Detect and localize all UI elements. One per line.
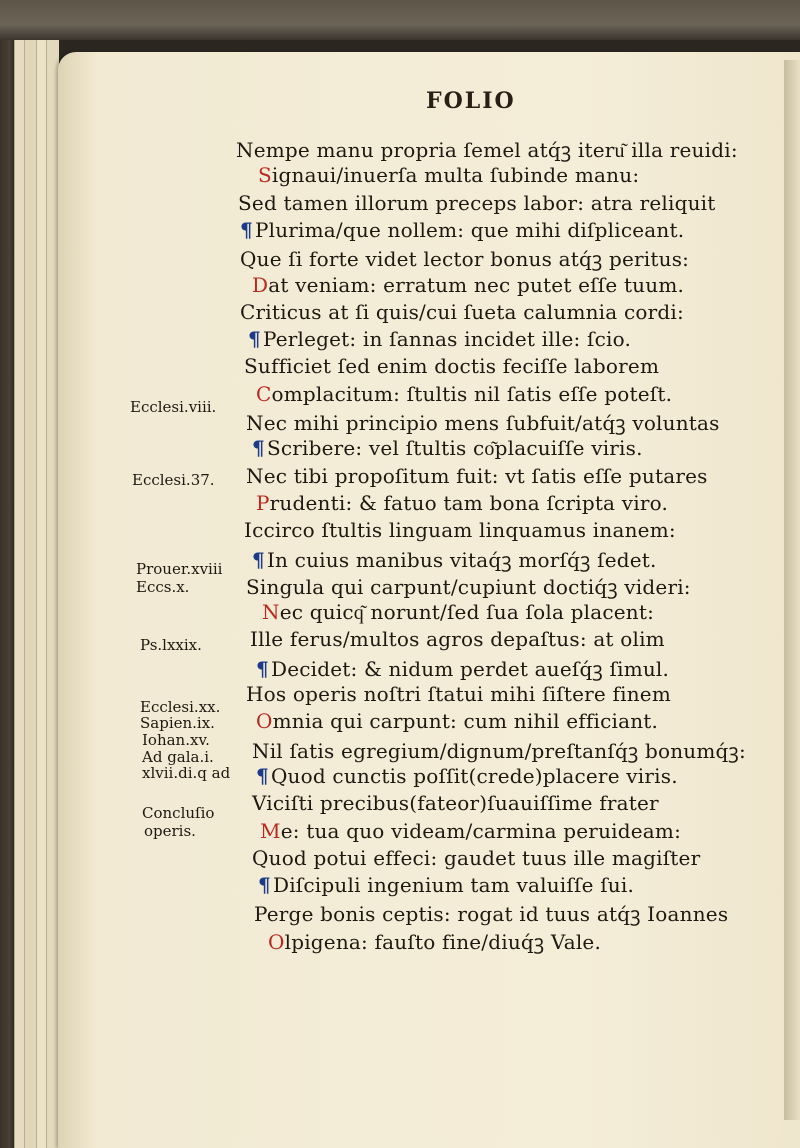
- margin-note: xlvii.di.q ad: [142, 764, 231, 782]
- verse-line: [256, 491, 668, 515]
- initial-letter: M: [260, 818, 281, 843]
- pilcrow-mark: ¶: [252, 547, 265, 572]
- initial-letter: D: [272, 873, 290, 898]
- pilcrow-mark: ¶: [252, 436, 265, 461]
- verse-line: [240, 245, 689, 272]
- initial-letter: S: [238, 190, 252, 215]
- verse-text: ec mihi principio mens ſubfuit/atq́ꝫ voluntas: [263, 411, 720, 435]
- margin-note: Prouer.xviii: [136, 560, 223, 578]
- verse-line: [252, 846, 700, 870]
- margin-note: Ps.lxxix.: [140, 636, 202, 654]
- pilcrow-mark: ¶: [258, 873, 271, 898]
- margin-note: Concluſio: [142, 804, 215, 822]
- initial-letter: N: [262, 600, 280, 625]
- verse-line: [248, 327, 631, 351]
- margin-note: operis.: [144, 822, 196, 840]
- initial-letter: I: [244, 518, 253, 543]
- verse-text: os operis noſtri ſtatui mihi ſiſtere finem: [263, 682, 671, 706]
- verse-text: e: tua quo videam/carmina peruideam:: [280, 818, 682, 843]
- verse-text: iciſti precibus(fateor)ſuauiſſime frater: [266, 791, 659, 816]
- verse-line: [244, 354, 659, 378]
- verse-text: ue ſi forte videt lector bonus atq́ꝫ peritus:: [256, 247, 690, 272]
- book-cover-top: [0, 0, 800, 40]
- initial-letter: S: [266, 436, 281, 461]
- verse-text: lurima/que nollem: que mihi diſpliceant.: [268, 217, 685, 242]
- initial-letter: D: [270, 656, 288, 681]
- verse-line: [252, 436, 643, 461]
- verse-line: [240, 300, 684, 324]
- verse-text: uod cunctis poſſit(crede)placere viris.: [287, 763, 678, 788]
- verse-line: [252, 791, 659, 815]
- pilcrow-mark: ¶: [256, 763, 269, 788]
- verse-text: ufficiet ſed enim doctis feciſſe laborem: [257, 354, 660, 379]
- initial-letter: O: [256, 709, 273, 734]
- margin-note: Sapien.ix.: [140, 714, 215, 732]
- verse-line: [252, 737, 746, 764]
- verse-text: ed tamen illorum preceps labor: atra reliquit: [251, 190, 716, 215]
- pilcrow-mark: ¶: [256, 656, 269, 681]
- initial-letter: N: [246, 463, 264, 488]
- verse-text: lle ferus/multos agros depaſtus: at olim: [258, 627, 665, 652]
- initial-letter: S: [244, 354, 258, 379]
- verse-line: [246, 464, 708, 488]
- verse-line: [236, 136, 738, 163]
- verse-text: uod potui effeci: gaudet tuus ille magiſter: [268, 845, 701, 870]
- initial-letter: C: [240, 299, 256, 324]
- verse-line: [246, 682, 671, 706]
- initial-letter: S: [258, 163, 272, 188]
- verse-text: ccirco ſtultis linguam linquamus inanem:: [252, 518, 676, 543]
- verse-text: cribere: vel ſtultis co͂placuiſſe viris.: [280, 436, 643, 461]
- margin-note: Eccs.x.: [136, 578, 190, 596]
- verse-line: [250, 627, 665, 651]
- initial-letter: V: [252, 791, 267, 816]
- verse-text: erleget: in ſannas incidet ille: ſcio.: [275, 327, 632, 352]
- verse-line: [258, 163, 639, 187]
- initial-letter: I: [266, 547, 276, 572]
- verse-line: [256, 382, 672, 406]
- pilcrow-mark: ¶: [240, 217, 253, 242]
- verse-line: [238, 191, 716, 215]
- initial-letter: Q: [270, 763, 288, 788]
- verse-line: [252, 546, 657, 573]
- next-page-edge: [784, 60, 800, 1120]
- initial-letter: P: [256, 490, 270, 515]
- initial-letter: N: [252, 738, 270, 763]
- verse-line: [252, 273, 684, 297]
- verse-text: rudenti: & fatuo tam bona ſcripta viro.: [269, 490, 669, 515]
- verse-line: [256, 709, 658, 733]
- verse-text: iſcipuli ingenium tam valuiſſe ſui.: [289, 873, 635, 898]
- initial-letter: N: [236, 138, 254, 162]
- verse-text: empe manu propria ſemel atq́ꝫ iteru͂ illa reuidi:: [253, 138, 738, 162]
- pilcrow-mark: ¶: [248, 327, 261, 352]
- verse-text: lpigena: fauſto fine/diuq́ꝫ Vale.: [284, 929, 602, 954]
- margin-note: Iohan.xv.: [142, 731, 210, 749]
- verse-line: [258, 873, 634, 897]
- margin-note: Ecclesi.viii.: [130, 398, 217, 416]
- verse-text: il ſatis egregium/dignum/preſtanſq́ꝫ bonumq́ꝫ:: [269, 738, 746, 763]
- verse-line: [244, 518, 676, 542]
- verse-line: [268, 928, 601, 955]
- verse-text: ec tibi propoſitum fuit: vt ſatis eſſe putares: [263, 463, 708, 488]
- verse-line: [256, 655, 669, 682]
- initial-letter: O: [268, 929, 285, 954]
- margin-note: Ad gala.i.: [142, 748, 214, 766]
- verse-text: n cuius manibus vitaq́ꝫ morſq́ꝫ ſedet.: [275, 547, 657, 572]
- initial-letter: P: [262, 327, 276, 352]
- verse-text: omplacitum: ſtultis nil ſatis eſſe poteſt.: [271, 381, 673, 406]
- verse-text: ec quicq͂ norunt/ſed ſua ſola placent:: [279, 600, 655, 625]
- verse-text: ignaui/inuerſa multa ſubinde manu:: [271, 163, 640, 188]
- folio-header: FOLIO: [426, 88, 516, 114]
- verse-text: erge bonis ceptis: rogat id tuus atq́ꝫ Ioannes: [266, 902, 729, 927]
- initial-letter: P: [254, 902, 267, 927]
- verse-text: riticus at ſi quis/cui ſueta calumnia cordi:: [255, 299, 684, 324]
- verse-line: [262, 600, 654, 625]
- verse-line: [256, 764, 678, 788]
- margin-note: Ecclesi.xx.: [140, 698, 221, 716]
- verse-line: [240, 218, 684, 242]
- initial-letter: Q: [252, 845, 269, 870]
- verse-text: ecidet: & nidum perdet aueſq́ꝫ ſimul.: [287, 656, 670, 681]
- initial-letter: Q: [240, 247, 257, 272]
- verse-text: ingula qui carpunt/cupiunt doctiq́ꝫ videri:: [259, 574, 691, 599]
- initial-letter: S: [246, 574, 260, 599]
- verse-line: [246, 409, 720, 436]
- initial-letter: D: [252, 272, 269, 297]
- initial-letter: N: [246, 411, 264, 435]
- verse-text: mnia qui carpunt: cum nihil efficiant.: [272, 709, 659, 734]
- initial-letter: C: [256, 381, 272, 406]
- verse-line: [254, 900, 728, 927]
- initial-letter: H: [246, 682, 264, 706]
- verse-text: at veniam: erratum nec putet eſſe tuum.: [268, 272, 685, 297]
- verse-line: [260, 819, 681, 843]
- verse-line: [246, 573, 691, 600]
- initial-letter: P: [254, 217, 269, 242]
- margin-note: Ecclesi.37.: [132, 471, 215, 489]
- initial-letter: I: [250, 627, 259, 652]
